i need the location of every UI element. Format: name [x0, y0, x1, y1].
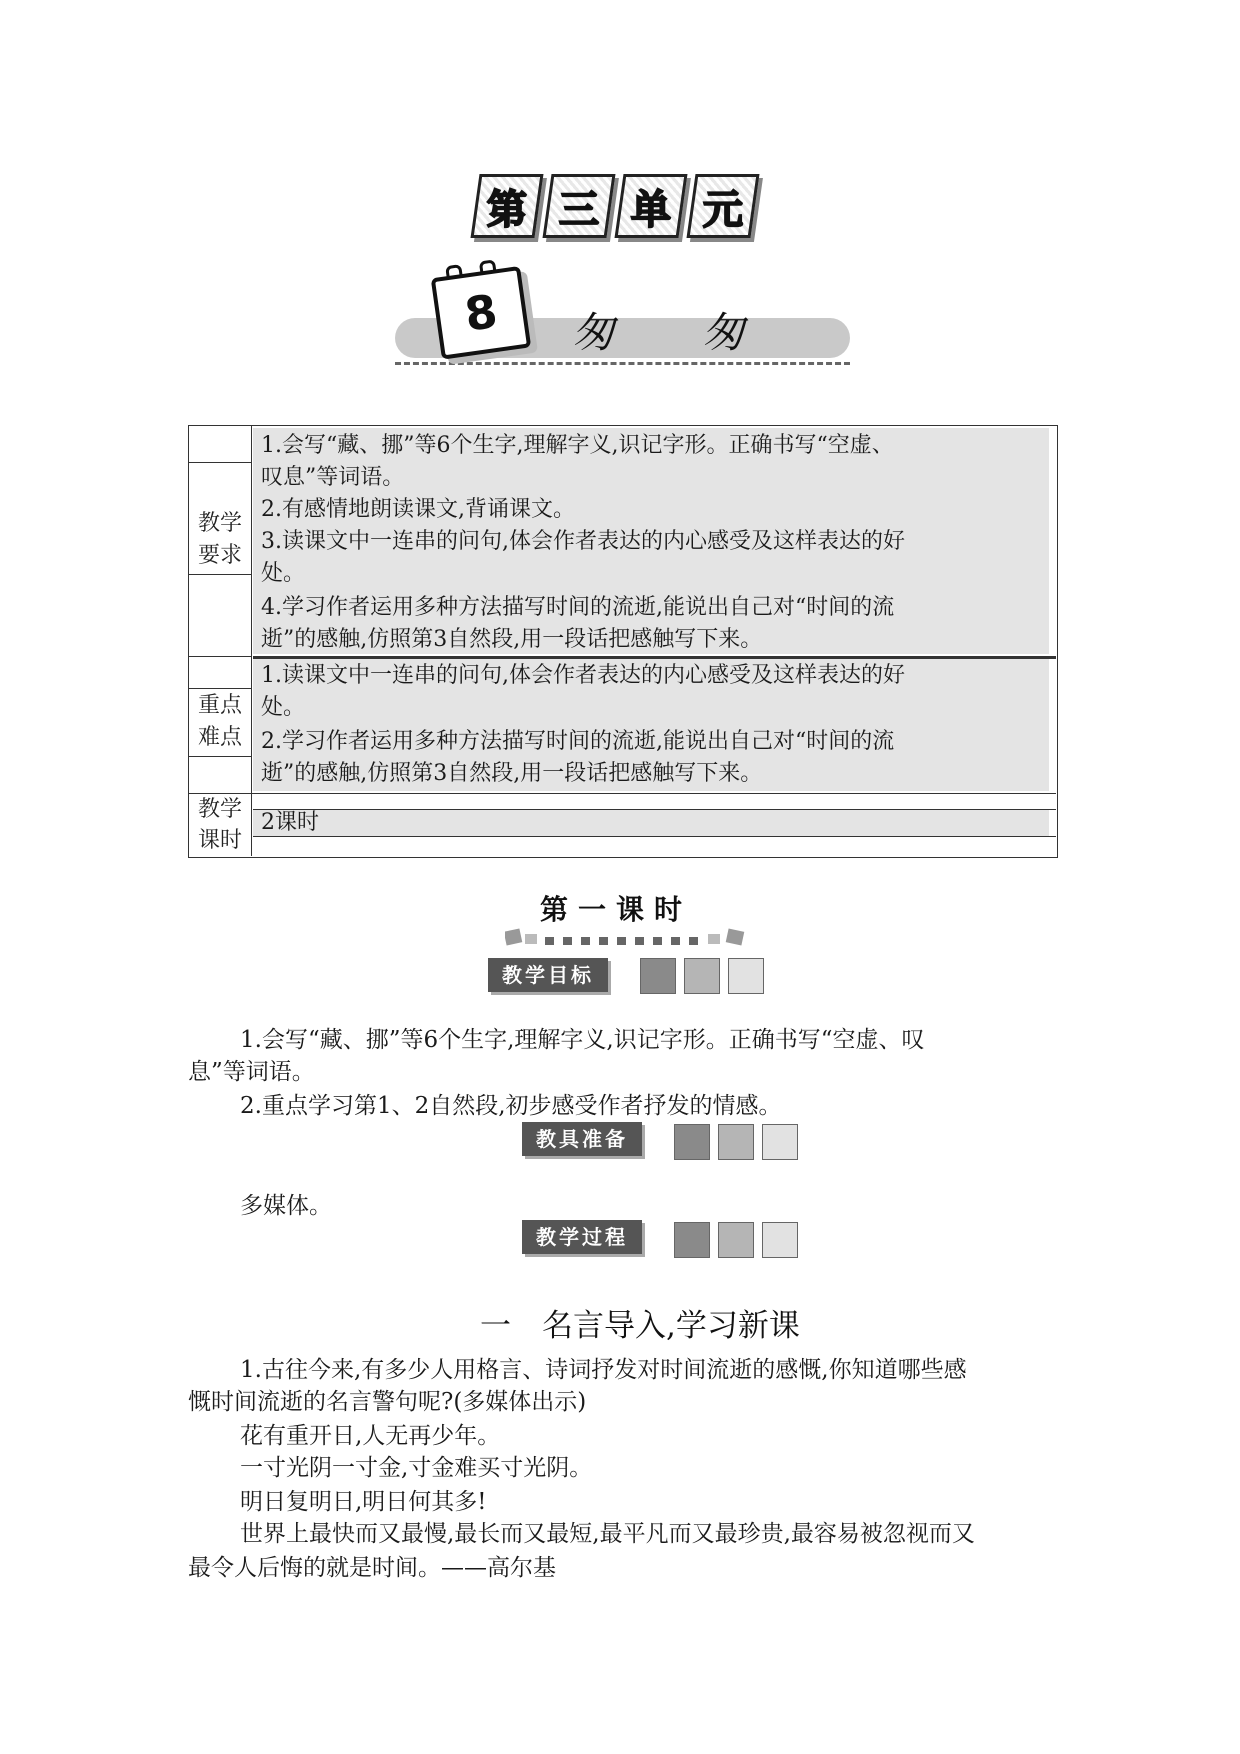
row-label: 要求: [197, 543, 242, 568]
prep-text: 多媒体。: [240, 1193, 332, 1219]
process-tag: 教学过程: [522, 1220, 642, 1254]
tag-decoration: [674, 1124, 710, 1160]
lesson-title-char: 匆: [572, 308, 615, 357]
tag-decoration: [718, 1124, 754, 1160]
table-line: 1.会写“藏、挪”等6个生字,理解字义,识记字形。正确书写“空虚、: [261, 433, 894, 458]
calendar-icon: [429, 256, 528, 355]
row-label: 课时: [197, 828, 242, 853]
process-line: 最令人后悔的就是时间。——高尔基: [188, 1555, 556, 1581]
requirements-table: [188, 425, 1058, 858]
process-line: 明日复明日,明日何其多!: [240, 1489, 487, 1515]
section-heading: 一 名言导入,学习新课: [480, 1308, 800, 1344]
tag-decoration: [728, 958, 764, 994]
process-line: 1.古往今来,有多少人用格言、诗词抒发对时间流逝的感慨,你知道哪些感: [240, 1357, 967, 1383]
tag-decoration: [718, 1222, 754, 1258]
tag-decoration: [674, 1222, 710, 1258]
table-line: 3.读课文中一连串的问句,体会作者表达的内心感受及这样表达的好: [261, 529, 905, 554]
unit-title-char: 三: [543, 174, 616, 238]
row-label: 重点: [197, 693, 242, 718]
tag-decoration: [762, 1124, 798, 1160]
period-title-decoration: [505, 928, 750, 948]
table-line: 处。: [261, 695, 306, 720]
unit-title-char: 单: [615, 174, 688, 238]
goals-line: 1.会写“藏、挪”等6个生字,理解字义,识记字形。正确书写“空虚、叹: [240, 1027, 925, 1053]
tag-decoration: [762, 1222, 798, 1258]
goals-tag: 教学目标: [488, 958, 608, 992]
goals-line: 2.重点学习第1、2自然段,初步感受作者抒发的情感。: [240, 1093, 782, 1119]
unit-title-char: 第: [471, 174, 544, 238]
tag-decoration: [640, 958, 676, 994]
tag-decoration: [684, 958, 720, 994]
table-line: 叹息”等词语。: [261, 465, 405, 490]
class-hours-content: [253, 810, 1049, 836]
unit-title-char: 元: [687, 174, 760, 238]
table-line: 4.学习作者运用多种方法描写时间的流逝,能说出自己对“时间的流: [261, 595, 895, 620]
process-line: 慨时间流逝的名言警句呢?(多媒体出示): [188, 1389, 587, 1415]
row-label: 教学: [197, 797, 242, 822]
prep-tag: 教具准备: [522, 1122, 642, 1156]
table-line: 逝”的感触,仿照第3自然段,用一段话把感触写下来。: [261, 761, 763, 786]
process-line: 花有重开日,人无再少年。: [240, 1423, 501, 1449]
process-line: 一寸光阴一寸金,寸金难买寸光阴。: [240, 1455, 593, 1481]
table-line: 2.学习作者运用多种方法描写时间的流逝,能说出自己对“时间的流: [261, 729, 895, 754]
table-line: 处。: [261, 561, 306, 586]
table-line: 2.有感情地朗读课文,背诵课文。: [261, 497, 575, 522]
row-label: 教学: [197, 511, 242, 536]
unit-title-banner: [475, 168, 775, 240]
table-line: 1.读课文中一连串的问句,体会作者表达的内心感受及这样表达的好: [261, 663, 905, 688]
lesson-title-divider: [395, 362, 850, 365]
lesson-number: 8: [461, 283, 501, 342]
process-line: 世界上最快而又最慢,最长而又最短,最平凡而又最珍贵,最容易被忽视而又: [240, 1521, 975, 1547]
lesson-title-char: 匆: [702, 308, 745, 357]
period-title: 第一课时: [540, 893, 693, 926]
goals-line: 息”等词语。: [188, 1059, 315, 1085]
table-line: 逝”的感触,仿照第3自然段,用一段话把感触写下来。: [261, 627, 763, 652]
row-label: 难点: [197, 725, 242, 750]
table-line: 2课时: [261, 810, 319, 835]
